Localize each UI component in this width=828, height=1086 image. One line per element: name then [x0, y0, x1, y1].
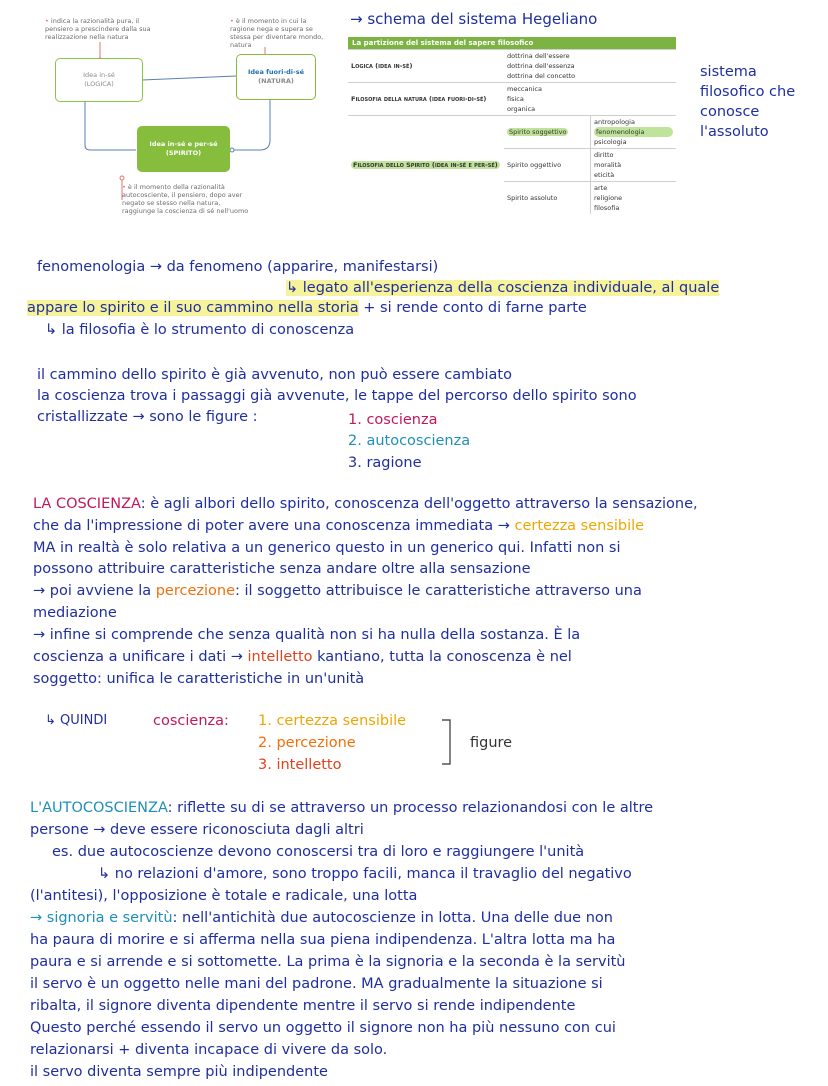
figure-item: 3. ragione — [348, 455, 422, 471]
table-item: arte — [594, 184, 608, 192]
note-line: il cammino dello spirito è già avvenuto, non può essere cambiato — [37, 367, 512, 383]
note-text: : è agli albori dello spirito, conoscenza dell'oggetto attraverso la sensazione, — [140, 496, 698, 512]
node-logica-label: Idea in-sé — [83, 71, 115, 79]
side-note-line: l'assoluto — [700, 124, 769, 140]
side-note-line: conosce — [700, 104, 760, 120]
note-line — [33, 647, 572, 667]
natura-items — [504, 83, 676, 116]
node-spirito-sub: (SPIRITO) — [165, 149, 202, 157]
key-term: certezza sensibile — [514, 518, 645, 534]
row-natura: Filosofia della natura (idea fuori-di-sé) — [348, 83, 504, 116]
note-line: ↳ la filosofia è lo strumento di conoscenza — [45, 322, 355, 338]
table-heading: La partizione del sistema del sapere filosofico — [348, 37, 676, 49]
soggettivo-label: Spirito soggettivo — [509, 128, 567, 136]
note-line — [286, 278, 719, 298]
note-line: ha paura di morire e si afferma nella sua piena indipendenza. L'altra lotta ma ha — [30, 932, 616, 948]
note-text: → poi avviene la — [33, 583, 156, 599]
note-line: il servo è un oggetto nelle mani del padrone. MA gradualmente la situazione si — [30, 976, 603, 992]
node-spirito-label: Idea in-sé e per-sé — [149, 140, 218, 148]
note-line: cristallizzate → sono le figure : — [37, 409, 258, 425]
cell-soggettivo — [504, 116, 591, 149]
note-line: ribalta, il signore diventa dipendente mentre il servo si rende indipendente — [30, 998, 576, 1014]
soggettivo-items — [591, 116, 677, 149]
figure-label: figure — [470, 735, 513, 751]
table-item: dottrina del concetto — [507, 72, 576, 80]
note-line: (l'antitesi), l'opposizione è totale e radicale, una lotta — [30, 888, 418, 904]
note-line — [33, 516, 644, 536]
note-natura: • è il momento in cui la ragione nega e supera se stessa per diventare mondo, natura — [230, 17, 324, 49]
side-note — [700, 62, 795, 142]
quindi-item: 1. certezza sensibile — [258, 713, 407, 729]
node-natura-sub: (NATURA) — [258, 77, 294, 85]
note-line: persone → deve essere riconosciuta dagli altri — [30, 822, 364, 838]
key-term: → signoria e servitù — [30, 910, 173, 926]
section-title: L'AUTOCOSCIENZA — [30, 800, 168, 816]
note-line: ↳ no relazioni d'amore, sono troppo facili, manca il travaglio del negativo — [98, 866, 632, 882]
table-item: religione — [594, 194, 623, 202]
note-text: : riflette su di se attraverso un processo relazionandosi con le altre — [167, 800, 654, 816]
side-note-line: filosofico che — [700, 84, 796, 100]
table-item: organica — [507, 105, 536, 113]
cell-assoluto: Spirito assoluto — [504, 182, 591, 215]
quindi-item: 3. intelletto — [258, 757, 342, 773]
figure-item: 1. coscienza — [348, 412, 438, 428]
note-line: es. due autocoscienze devono conoscersi tra di loro e raggiungere l'unità — [52, 844, 585, 860]
table-item: fisica — [507, 95, 524, 103]
note-line: relazionarsi + diventa incapace di vivere da solo. — [30, 1042, 388, 1058]
quindi-coscienza: coscienza: — [153, 713, 229, 729]
quindi-item: 2. percezione — [258, 735, 356, 751]
note-line: → infine si comprende che senza qualità non si ha nulla della sostanza. È la — [33, 627, 581, 643]
table-item: dottrina dell'essere — [507, 52, 570, 60]
cell-oggettivo: Spirito oggettivo — [504, 149, 591, 182]
table-item: diritto — [594, 151, 614, 159]
spirito-label: Filosofia dello Spirito (idea in-sé e per-sé) — [353, 161, 498, 169]
note-spirito: • è il momento della razionalità autocosciente, il pensiero, dopo aver negato se stesso nella natura, raggiunge la coscienza di sé nell'uomo — [122, 183, 249, 215]
row-spirito — [348, 116, 504, 215]
note-line — [33, 581, 642, 601]
oggettivo-items — [591, 149, 677, 182]
section-title: LA COSCIENZA — [33, 496, 141, 512]
note-line: il servo diventa sempre più indipendente — [30, 1064, 328, 1080]
side-note-line: sistema — [700, 64, 757, 80]
note-line: possono attribuire caratteristiche senza andare oltre alla sensazione — [33, 561, 531, 577]
table-item: filosofia — [594, 204, 620, 212]
note-text: che da l'impressione di poter avere una conoscenza immediata → — [33, 518, 515, 534]
logica-items — [504, 50, 676, 83]
note-line — [27, 298, 587, 318]
schema-title: → schema del sistema Hegeliano — [350, 10, 598, 28]
note-line — [33, 494, 698, 514]
node-natura-label: Idea fuori-di-sé — [247, 68, 305, 76]
key-term: intelletto — [247, 649, 313, 665]
note-line: soggetto: unifica le caratteristiche in un'unità — [33, 671, 365, 687]
note-text: kantiano, tutta la conoscenza è nel — [312, 649, 572, 665]
system-table — [348, 37, 676, 214]
figure-bracket — [440, 718, 454, 766]
note-line: paura e si arrende e si sottomette. La prima è la signoria e la seconda è la servitù — [30, 954, 626, 970]
highlighted-text: ↳ legato all'esperienza della coscienza individuale, al quale — [286, 280, 720, 296]
table-item: eticità — [594, 171, 615, 179]
table-item: meccanica — [507, 85, 542, 93]
note-line: fenomenologia → da fenomeno (apparire, manifestarsi) — [37, 259, 439, 275]
note-text: : il soggetto attribuisce le caratteristiche attraverso una — [235, 583, 642, 599]
table-item: fenomenologia — [594, 127, 673, 137]
row-logica: Logica (idea in-sé) — [348, 50, 504, 83]
key-term: percezione — [155, 583, 236, 599]
table-item: psicologia — [594, 138, 627, 146]
note-line — [30, 798, 653, 818]
highlighted-text: appare lo spirito e il suo cammino nella storia — [27, 300, 359, 316]
figure-item: 2. autocoscienza — [348, 433, 471, 449]
assoluto-items — [591, 182, 677, 215]
note-line: mediazione — [33, 605, 117, 621]
note-line: la coscienza trova i passaggi già avvenute, le tappe del percorso dello spirito sono — [37, 388, 637, 404]
note-line: MA in realtà è solo relativa a un generico questo in un generico qui. Infatti non si — [33, 540, 621, 556]
note-text: coscienza a unificare i dati → — [33, 649, 248, 665]
table-item: dottrina dell'essenza — [507, 62, 575, 70]
node-logica-sub: (LOGICA) — [84, 80, 114, 88]
node-natura — [236, 54, 316, 100]
quindi-label: ↳ QUINDI — [45, 713, 108, 728]
table-item: antropologia — [594, 118, 635, 126]
note-line: Questo perché essendo il servo un oggetto il signore non ha più nessuno con cui — [30, 1020, 616, 1036]
note-text: : nell'antichità due autocoscienze in lotta. Una delle due non — [172, 910, 613, 926]
note-line — [30, 908, 613, 928]
node-logica — [55, 58, 143, 102]
table-item: moralità — [594, 161, 622, 169]
note-text: + si rende conto di farne parte — [358, 300, 587, 316]
node-spirito — [137, 126, 230, 172]
note-logica: • indica la razionalità pura, il pensiero a prescindere dalla sua realizzazione nella natura — [45, 17, 151, 41]
